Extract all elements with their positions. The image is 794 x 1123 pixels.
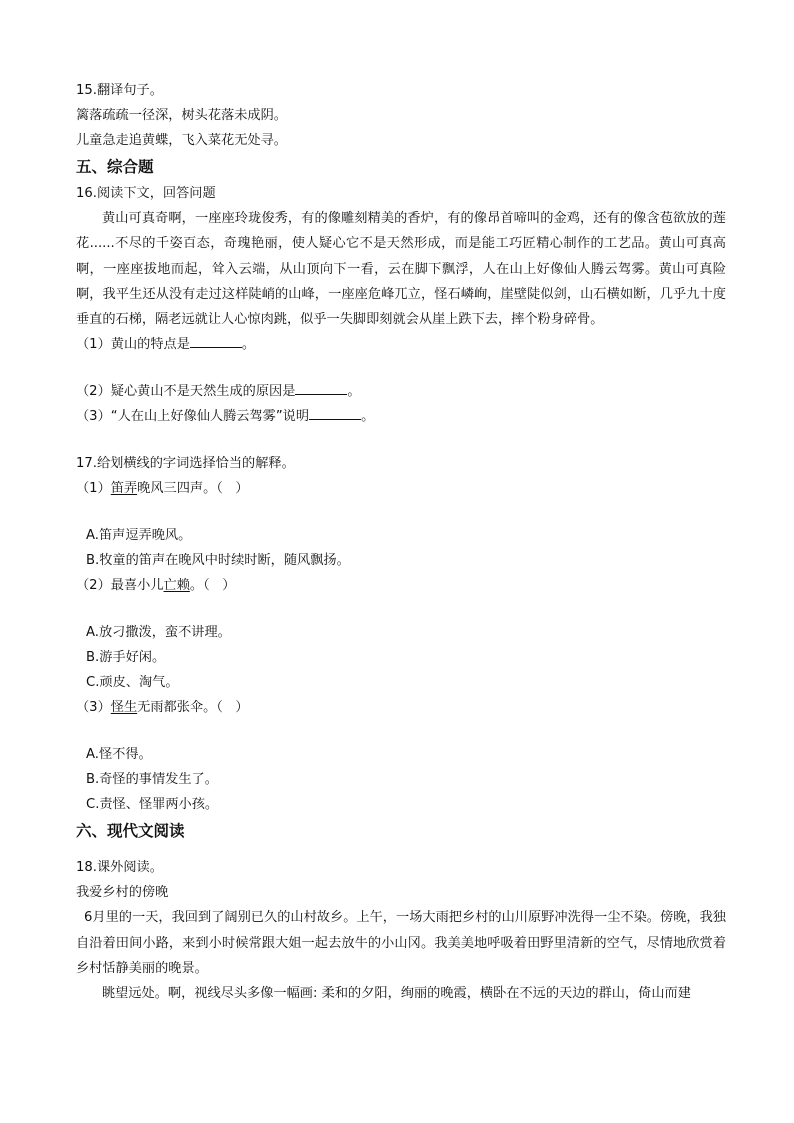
article-paragraph-1: 6月里的一天，我回到了阔别已久的山村故乡。上午，一场大雨把乡村的山川原野冲洗得一尘不染。傍晚，我独自沿着田间小路，来到小时候常跟大姐一起去放牛的小山冈。我美美地呼吸着田野里清新的空气，尽情地欣赏着乡村恬静美丽的晚景。 xyxy=(76,910,726,977)
q17-sub3-option-a[interactable]: A.怪不得。 xyxy=(86,747,152,763)
q18-title: 18.课外阅读。 xyxy=(76,860,163,876)
underlined-word: 笛弄 xyxy=(110,481,138,497)
q17-title: 17.给划横线的字词选择恰当的解释。 xyxy=(76,456,295,472)
q17-sub3-option-b[interactable]: B.奇怪的事情发生了。 xyxy=(86,772,218,788)
q17-sub2-option-c[interactable]: C.顽皮、淘气。 xyxy=(86,675,179,691)
underlined-word: 亡赖 xyxy=(163,578,190,594)
q16-sub1-end: 。 xyxy=(241,337,256,353)
q17-sub1 xyxy=(76,476,726,501)
q16-sub2 xyxy=(76,379,726,404)
article-title: 我爱乡村的傍晚 xyxy=(76,885,169,901)
q16-sub2-text: （2）疑心黄山不是天然生成的原因是 xyxy=(76,384,296,400)
section-5-heading: 五、综合题 xyxy=(76,158,154,176)
q16-sub1 xyxy=(76,332,726,357)
article-paragraph-2: 眺望远处。啊，视线尽头多像一幅画: 柔和的夕阳，绚丽的晚霞，横卧在不远的天边的群山，倚山而建 xyxy=(102,986,691,1002)
q16-passage: 黄山可真奇啊，一座座玲珑俊秀，有的像雕刻精美的香炉，有的像昂首啼叫的金鸡，还有的像含苞欲放的莲花......不尽的千姿百态，奇瑰艳丽，使人疑心它不是天然形成，而是能工巧匠精心制作的工艺品。黄山可真高啊，一座座拔地而起，耸入云端，从山顶向下一看，云在脚下飘浮，人在山上好像仙人腾云驾雾。黄山可真险啊，我平生还从没有走过这样陡峭的山峰，一座座危峰兀立，怪石嶙峋，崖壁陡似剑，山石横如断，几乎九十度垂直的石梯，隔老远就让人心惊肉跳，似乎一失脚即刻就会从崖上跌下去，摔个粉身碎骨。 xyxy=(76,211,726,328)
document-page xyxy=(76,78,726,1007)
q16-sub2-end: 。 xyxy=(347,384,361,400)
q17-sub2 xyxy=(76,573,726,598)
q17-sub2-text: （2）最喜小儿 xyxy=(76,578,164,594)
q16-sub3-text: （3）“人在山上好像仙人腾云驾雾”说明 xyxy=(76,409,310,425)
q16-title: 16.阅读下文，回答问题 xyxy=(76,186,216,201)
q17-sub2-end: 。（ ） xyxy=(189,578,236,594)
q16-sub3-end: 。 xyxy=(361,409,375,425)
q15-title: 15.翻译句子。 xyxy=(76,83,163,98)
q17-sub3-text: 无雨都张伞。（ ） xyxy=(137,700,249,716)
answer-blank[interactable] xyxy=(309,407,361,420)
q17-sub3-option-c[interactable]: C.责怪、怪罪两小孩。 xyxy=(86,797,219,813)
section-6-heading: 六、现代文阅读 xyxy=(76,822,185,841)
q17-sub2-option-a[interactable]: A.放刁撒泼，蛮不讲理。 xyxy=(86,625,231,641)
q15-poem-line-1: 篱落疏疏一径深，树头花落未成阴。 xyxy=(76,108,287,123)
q16-sub1-text: （1）黄山的特点是 xyxy=(76,337,190,353)
q17-sub2-option-b[interactable]: B.游手好闲。 xyxy=(86,650,166,666)
q17-sub3 xyxy=(76,695,726,720)
q16-sub3 xyxy=(76,404,726,429)
underlined-word: 怪生 xyxy=(110,700,138,716)
answer-blank[interactable] xyxy=(295,382,347,395)
q17-sub1-text: 晚风三四声。（ ） xyxy=(137,481,249,497)
q15-poem-line-2: 儿童急走追黄蝶，飞入菜花无处寻。 xyxy=(76,133,287,148)
q17-sub1-number: （1） xyxy=(76,481,111,497)
q17-sub3-number: （3） xyxy=(76,700,111,716)
q17-sub1-option-b[interactable]: B.牧童的笛声在晚风中时续时断，随风飘扬。 xyxy=(86,553,350,569)
q17-sub1-option-a[interactable]: A.笛声逗弄晚风。 xyxy=(86,528,192,544)
answer-blank[interactable] xyxy=(190,335,242,348)
